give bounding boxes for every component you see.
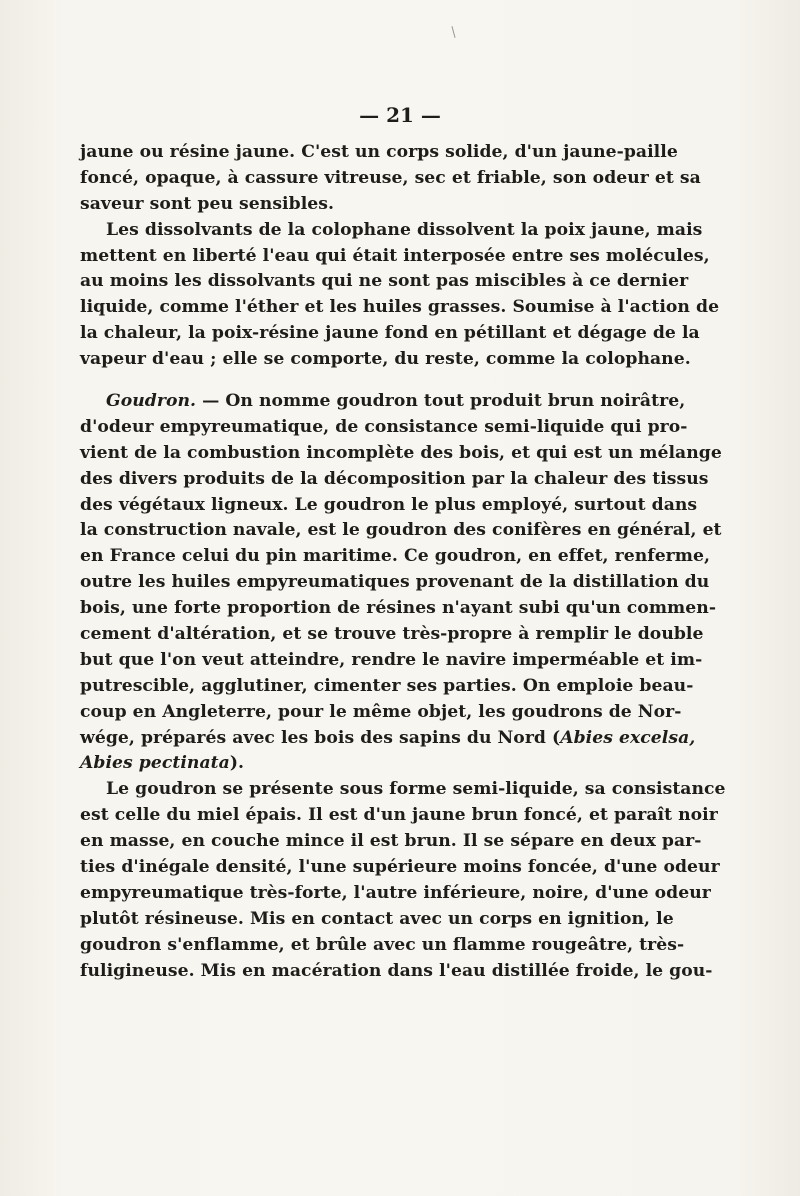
text-line: Abies pectinata). (80, 753, 245, 774)
text-line: des divers produits de la décomposition par la chaleur des tissus (80, 468, 709, 489)
text-line: saveur sont peu sensibles. (80, 193, 335, 214)
text-line: ties d'inégale densité, l'une supérieure moins foncée, d'une odeur (80, 857, 720, 878)
text-line: cement d'altération, et se trouve très-propre à remplir le double (80, 624, 704, 645)
text-line: bois, une forte proportion de résines n'ayant subi qu'un commen- (80, 598, 717, 619)
text-line: foncé, opaque, à cassure vitreuse, sec et friable, son odeur et sa (80, 167, 701, 188)
paragraph (80, 389, 722, 777)
paragraph (80, 140, 701, 218)
text-line: outre les huiles empyreumatiques provenant de la distillation du (80, 572, 710, 593)
text-line: vapeur d'eau ; elle se comporte, du reste, comme la colophane. (80, 349, 691, 370)
text-line: des végétaux ligneux. Le goudron le plus employé, surtout dans (80, 494, 698, 515)
text-line: goudron s'enflamme, et brûle avec un flamme rougeâtre, très- (80, 934, 685, 955)
text-line: en masse, en couche mince il est brun. Il se sépare en deux par- (80, 831, 702, 852)
text-line: wége, préparés avec les bois des sapins du Nord (Abies excelsa, (80, 727, 696, 748)
text-line: Le goudron se présente sous forme semi-liquide, sa consistance (106, 779, 726, 800)
text-line: liquide, comme l'éther et les huiles grasses. Soumise à l'action de (80, 297, 720, 318)
text-line: vient de la combustion incomplète des bois, et qui est un mélange (80, 442, 722, 463)
text-line: fuligineuse. Mis en macération dans l'eau distillée froide, le gou- (80, 960, 713, 981)
text-line: coup en Angleterre, pour le même objet, les goudrons de Nor- (80, 701, 682, 722)
text-line: est celle du miel épais. Il est d'un jaune brun foncé, et paraît noir (80, 805, 718, 826)
text-line: jaune ou résine jaune. C'est un corps solide, d'un jaune-paille (80, 142, 678, 162)
body-text (80, 140, 726, 985)
text-line: en France celui du pin maritime. Ce goudron, en effet, renferme, (80, 546, 711, 567)
text-line: au moins les dissolvants qui ne sont pas miscibles à ce dernier (80, 271, 689, 292)
text-line: la chaleur, la poix-résine jaune fond en pétillant et dégage de la (80, 323, 700, 344)
page-number: — 21 — (359, 103, 441, 127)
text-line: d'odeur empyreumatique, de consistance semi-liquide qui pro- (80, 416, 688, 437)
paragraph (80, 218, 720, 373)
text-line: but que l'on veut atteindre, rendre le navire imperméable et im- (80, 649, 703, 670)
text-line: mettent en liberté l'eau qui était interposée entre ses molécules, (80, 245, 710, 266)
text-line: empyreumatique très-forte, l'autre inférieure, noire, d'une odeur (80, 882, 711, 903)
text-line: putrescible, agglutiner, cimenter ses parties. On emploie beau- (80, 675, 694, 696)
text-line: Goudron. — On nomme goudron tout produit brun noirâtre, (106, 391, 686, 412)
text-line: la construction navale, est le goudron des conifères en général, et (80, 520, 722, 541)
text-line: Les dissolvants de la colophane dissolvent la poix jaune, mais (106, 219, 703, 240)
text-line: plutôt résineuse. Mis en contact avec un corps en ignition, le (80, 908, 674, 929)
paper-mark (451, 26, 455, 38)
paragraph (80, 777, 726, 984)
